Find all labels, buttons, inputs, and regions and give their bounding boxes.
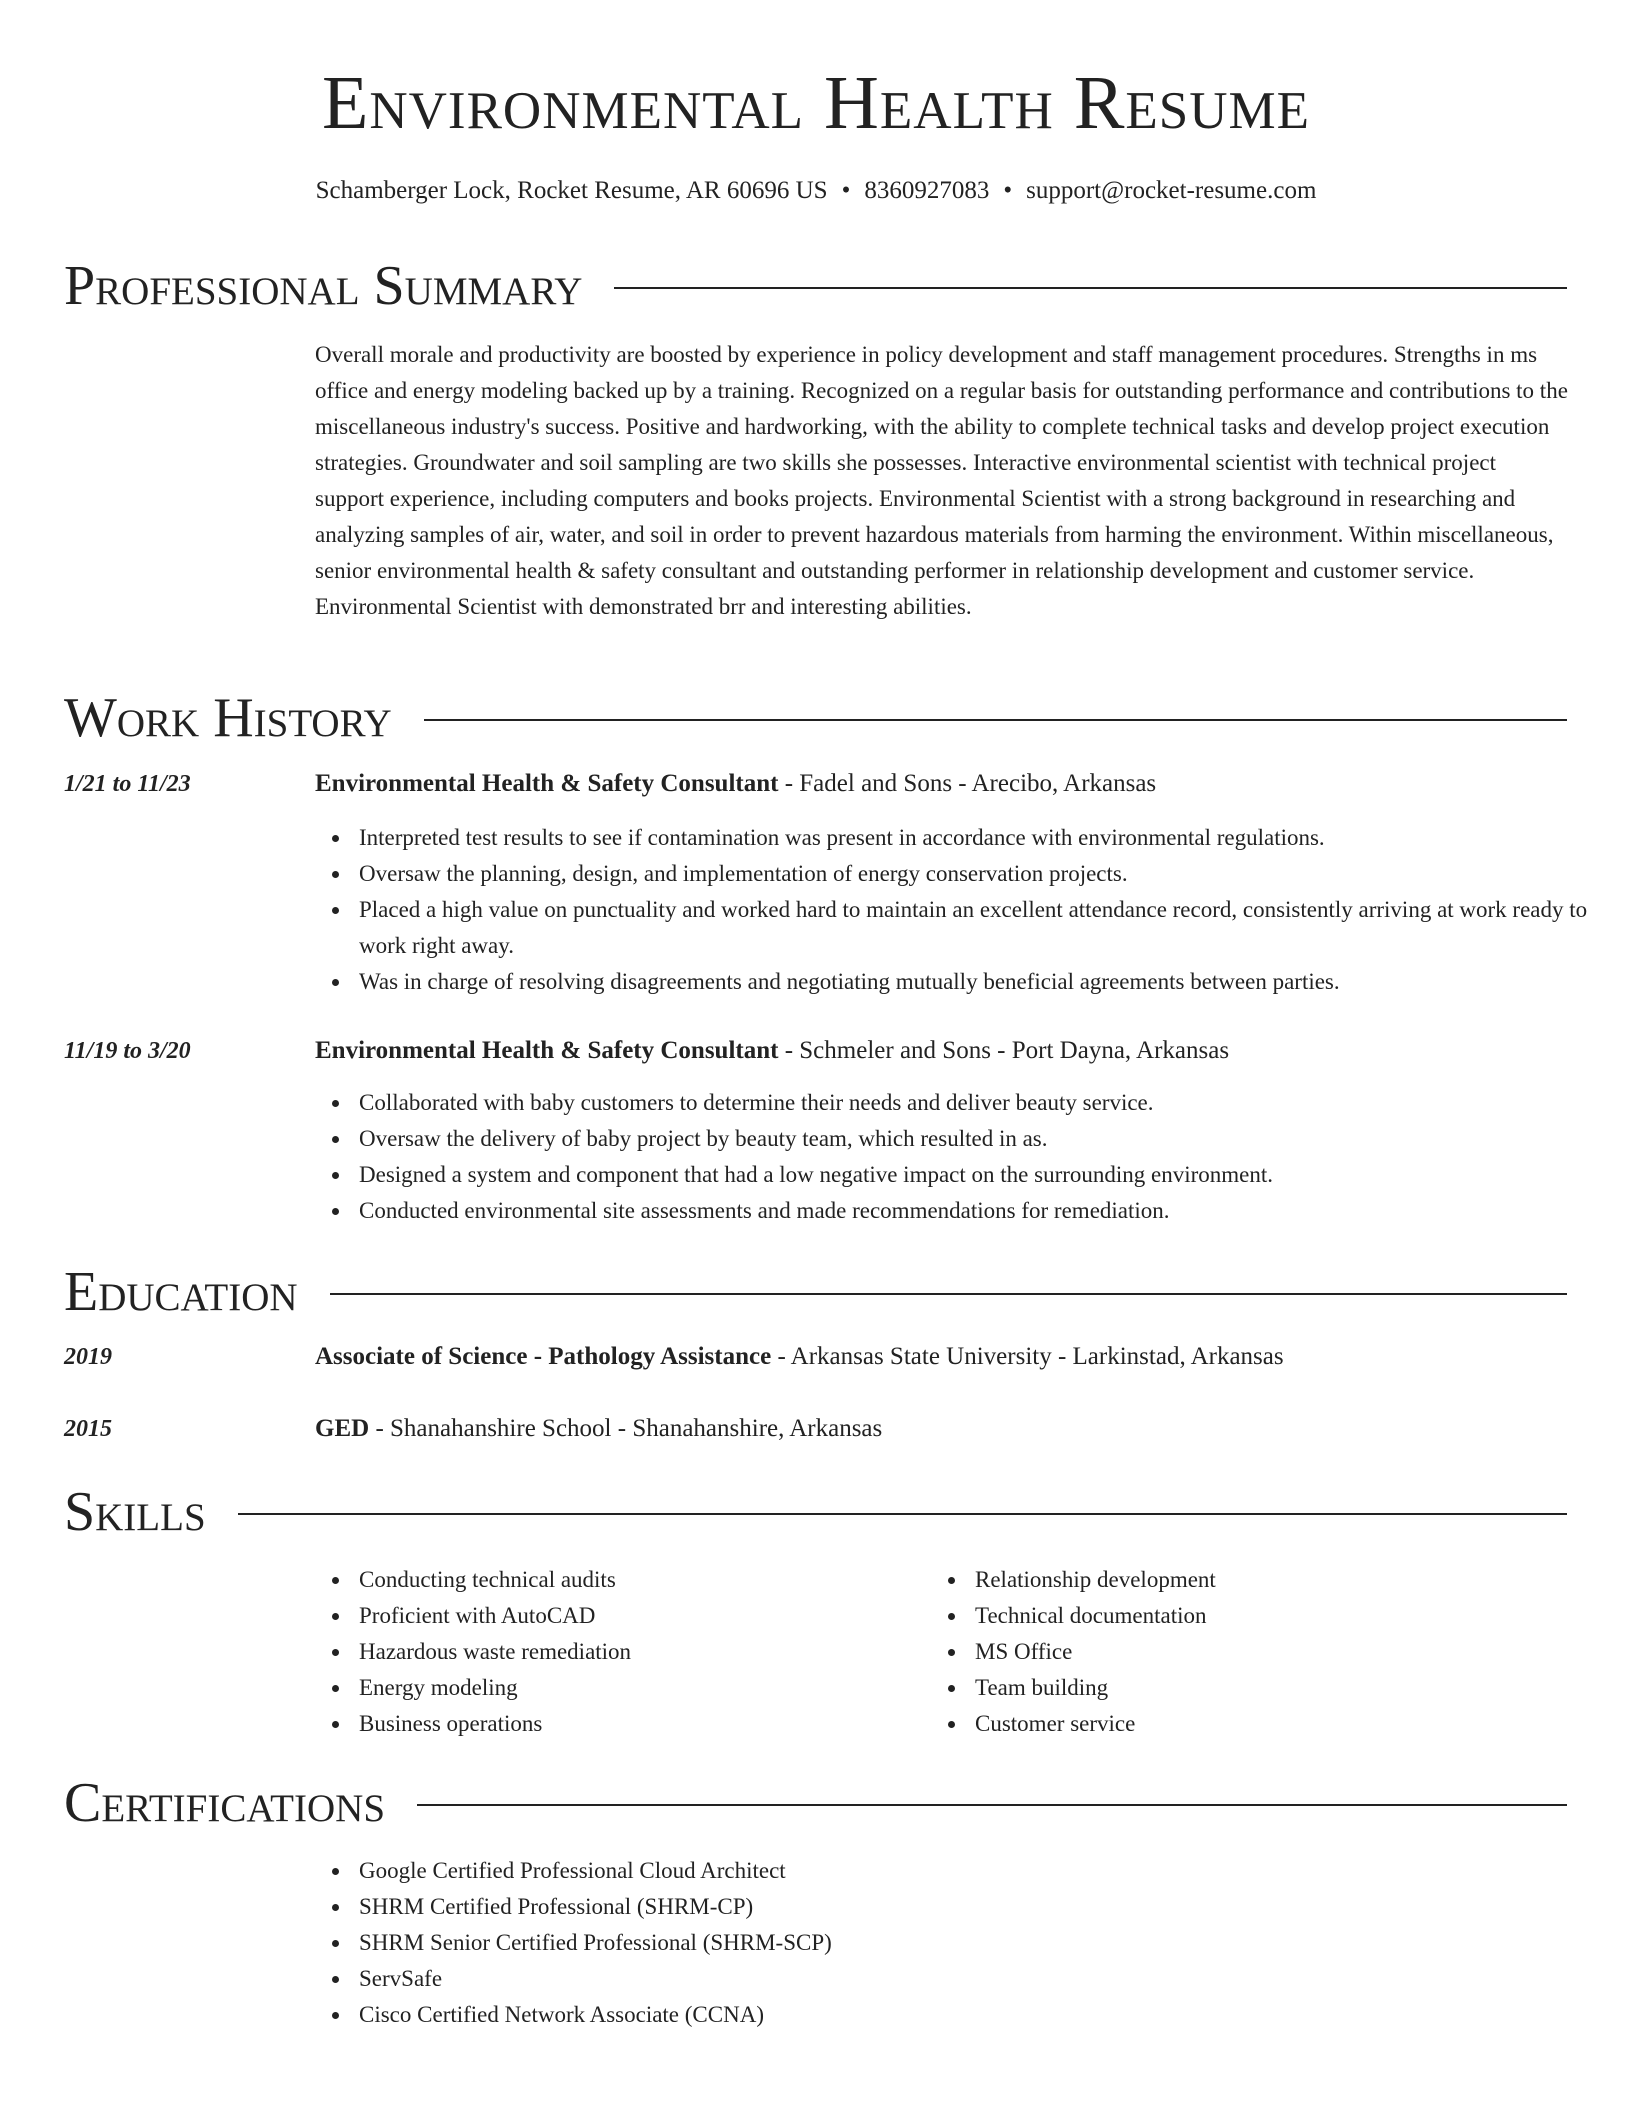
education-school: - Arkansas State University - Larkinstad, Arkansas	[771, 1343, 1284, 1370]
list-item: Interpreted test results to see if contamination was present in accordance with environmental regulations.	[359, 820, 1599, 856]
section-divider	[424, 719, 1567, 721]
contact-separator: •	[841, 177, 851, 204]
list-item: Cisco Certified Network Associate (CCNA)	[359, 1997, 1599, 2033]
list-item: Designed a system and component that had a low negative impact on the surrounding environment.	[359, 1157, 1599, 1193]
summary-text: Overall morale and productivity are boosted by experience in policy development and staff management procedures. Strengths in ms office and energy modeling backed up by a training. Recognized on a regular basis for outstanding performance and contributions to the miscellaneous industry's success. Positive and hardworking, with the ability to complete technical tasks and develop project execution strategies. Groundwater and soil sampling are two skills she possesses. Interactive environmental scientist with technical project support experience, including computers and books projects. Environmental Scientist with a strong background in researching and analyzing samples of air, water, and soil in order to prevent hazardous materials from harming the environment. Within miscellaneous, senior environmental health & safety consultant and outstanding performer in relationship development and customer service. Environmental Scientist with demonstrated brr and interesting abilities.	[315, 342, 1568, 619]
certifications-heading	[64, 1773, 1567, 1833]
list-item: Conducted environmental site assessments and made recommendations for remediation.	[359, 1193, 1599, 1229]
section-title: Certifications	[64, 1772, 386, 1834]
list-item: Oversaw the planning, design, and implementation of energy conservation projects.	[359, 856, 1599, 892]
list-item: Oversaw the delivery of baby project by beauty team, which resulted in as.	[359, 1121, 1599, 1157]
education-entry	[315, 1413, 1570, 1445]
list-item: SHRM Senior Certified Professional (SHRM-SCP)	[359, 1925, 1599, 1961]
job-title: Environmental Health & Safety Consultant	[315, 770, 779, 797]
job-bullets	[315, 820, 1599, 1000]
section-divider	[238, 1513, 1567, 1515]
list-item: Relationship development	[975, 1562, 1535, 1598]
education-degree: Associate of Science - Pathology Assistance	[315, 1343, 772, 1370]
list-item: Customer service	[975, 1706, 1535, 1742]
list-item: Hazardous waste remediation	[359, 1634, 919, 1670]
section-divider	[417, 1804, 1567, 1806]
list-item: Team building	[975, 1670, 1535, 1706]
job-title-line	[315, 1035, 1570, 1067]
education-heading	[64, 1262, 1567, 1322]
list-item: Energy modeling	[359, 1670, 919, 1706]
job-title: Environmental Health & Safety Consultant	[315, 1037, 779, 1064]
education-degree: GED	[315, 1415, 370, 1442]
section-divider	[614, 287, 1567, 289]
education-school: - Shanahanshire School - Shanahanshire, Arkansas	[369, 1415, 883, 1442]
work-history-heading	[64, 688, 1567, 748]
contact-phone: 8360927083	[864, 177, 990, 204]
list-item: Technical documentation	[975, 1598, 1535, 1634]
list-item: Placed a high value on punctuality and worked hard to maintain an excellent attendance record, consistently arriving at work ready to work right away.	[359, 892, 1599, 964]
job-dates: 11/19 to 3/20	[64, 1038, 191, 1064]
section-title: Professional Summary	[64, 255, 583, 317]
summary-heading	[64, 256, 1567, 316]
job-employer: - Fadel and Sons - Arecibo, Arkansas	[778, 770, 1157, 797]
list-item: Proficient with AutoCAD	[359, 1598, 919, 1634]
contact-line	[0, 176, 1632, 206]
job-bullets	[315, 1085, 1599, 1229]
section-divider	[330, 1293, 1567, 1295]
education-year: 2019	[64, 1344, 112, 1370]
contact-separator: •	[1003, 177, 1013, 204]
list-item: Collaborated with baby customers to determine their needs and deliver beauty service.	[359, 1085, 1599, 1121]
list-item: MS Office	[975, 1634, 1535, 1670]
skills-heading	[64, 1482, 1567, 1542]
job-dates: 1/21 to 11/23	[64, 771, 191, 797]
list-item: ServSafe	[359, 1961, 1599, 1997]
contact-address: Schamberger Lock, Rocket Resume, AR 60696 US	[315, 177, 828, 204]
list-item: SHRM Certified Professional (SHRM-CP)	[359, 1889, 1599, 1925]
education-entry	[315, 1341, 1570, 1373]
list-item: Google Certified Professional Cloud Architect	[359, 1853, 1599, 1889]
list-item: Was in charge of resolving disagreements and negotiating mutually beneficial agreements between parties.	[359, 964, 1599, 1000]
contact-email[interactable]: support@rocket-resume.com	[1026, 177, 1317, 204]
section-title: Work History	[64, 687, 392, 749]
job-title-line	[315, 768, 1570, 800]
job-employer: - Schmeler and Sons - Port Dayna, Arkansas	[778, 1037, 1230, 1064]
resume-name: Environmental Health Resume	[321, 61, 1311, 145]
list-item: Business operations	[359, 1706, 919, 1742]
section-title: Skills	[64, 1481, 206, 1543]
education-year: 2015	[64, 1416, 112, 1442]
skills-list-left	[315, 1562, 919, 1742]
certifications-list	[315, 1853, 1599, 2033]
section-title: Education	[64, 1261, 298, 1323]
list-item: Conducting technical audits	[359, 1562, 919, 1598]
skills-list-right	[931, 1562, 1535, 1742]
